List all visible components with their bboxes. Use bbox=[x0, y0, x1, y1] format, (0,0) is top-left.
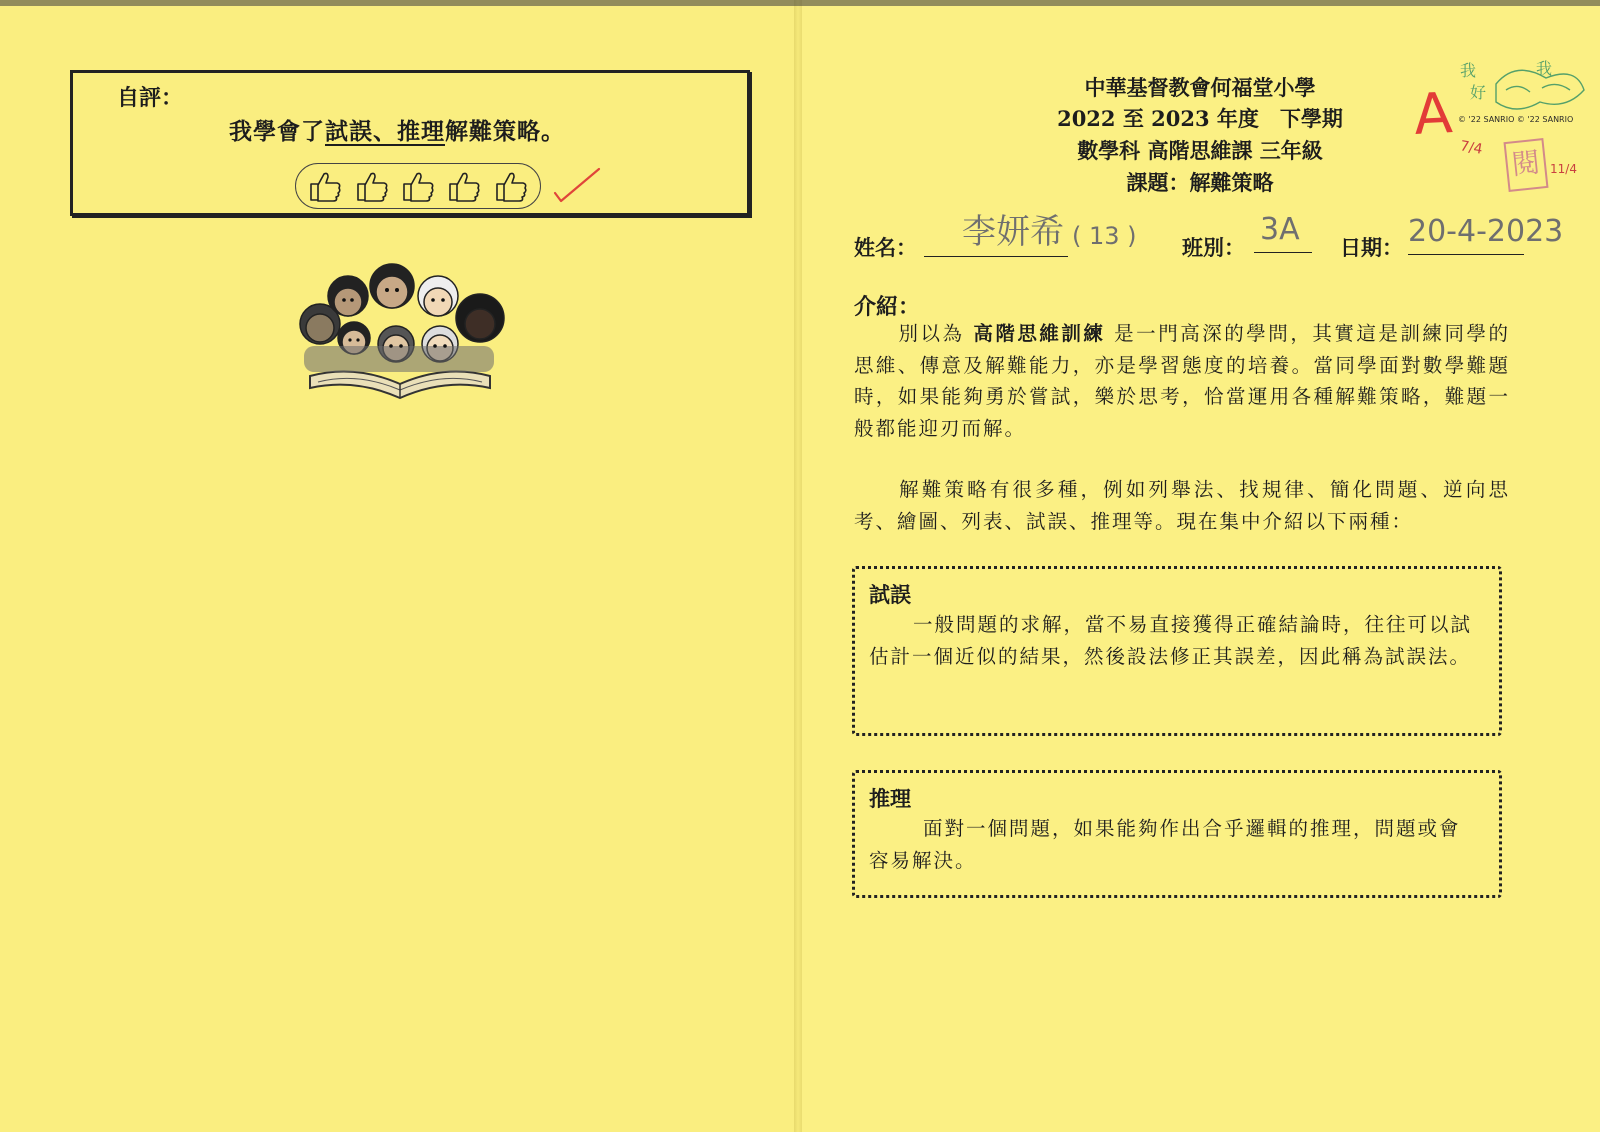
children-reading-book-illustration bbox=[280, 256, 520, 406]
intro-p2-text: 解難策略有很多種，例如列舉法、找規律、簡化問題、逆向思考、繪圖、列表、試誤、推理等。現在集中介紹以下兩種： bbox=[854, 478, 1510, 533]
thumbs-rating-circled bbox=[295, 163, 541, 209]
intro-p1-bold: 高階思維訓練 bbox=[973, 322, 1106, 345]
student-number: ( 13 ) bbox=[1072, 222, 1137, 250]
name-value: 李妍希 bbox=[962, 212, 1064, 252]
self-evaluation-box bbox=[70, 70, 750, 216]
thumbs-up-icon bbox=[493, 168, 529, 204]
intro-paragraph-1 bbox=[854, 318, 1510, 444]
thumbs-up-icon bbox=[354, 168, 390, 204]
stamp-date: 7/4 bbox=[1458, 138, 1484, 158]
thumbs-up-icon bbox=[307, 168, 343, 204]
grade-stamp: A bbox=[1412, 81, 1454, 148]
statement-pre: 我學會了 bbox=[229, 118, 325, 145]
box1-text: 一般問題的求解，當不易直接獲得正確結論時，往往可以試估計一個近似的結果，然後設法修正其誤差，因此稱為試誤法。 bbox=[869, 613, 1473, 668]
trial-and-error-box bbox=[852, 566, 1502, 736]
class-label: 班別： bbox=[1182, 235, 1245, 260]
read-stamp-note: 11/4 bbox=[1550, 162, 1577, 176]
date-value: 20-4-2023 bbox=[1408, 214, 1564, 249]
sanrio-sticker bbox=[1456, 54, 1592, 126]
name-label: 姓名： bbox=[854, 235, 917, 260]
date-line bbox=[1408, 254, 1524, 255]
reasoning-box bbox=[852, 770, 1502, 898]
intro-title: 介紹： bbox=[854, 294, 921, 320]
check-mark-icon bbox=[551, 163, 603, 207]
statement-post: 解難策略。 bbox=[445, 118, 565, 145]
class-value: 3A bbox=[1260, 212, 1300, 247]
trial-and-error-text bbox=[869, 609, 1481, 672]
self-eval-statement bbox=[229, 113, 565, 146]
school-name: 中華基督教會何福堂小學 bbox=[1084, 75, 1316, 100]
date-label: 日期： bbox=[1340, 235, 1403, 260]
self-eval-label: 自評： bbox=[117, 85, 184, 111]
thumbs-up-icon bbox=[400, 168, 436, 204]
svg-text:© '22 SANRIO © '22 SANRIO: © '22 SANRIO © '22 SANRIO bbox=[1458, 115, 1574, 124]
svg-text:好: 好 bbox=[1470, 83, 1487, 102]
trial-and-error-title: 試誤 bbox=[869, 582, 911, 607]
intro-p1-rest: 是一門高深的學問，其實這是訓練同學的思維、傳意及解難能力，亦是學習態度的培養。當同學面對數學難題時，如果能夠勇於嘗試，樂於思考，恰當運用各種解難策略，難題一般都能迎刃而解。 bbox=[854, 322, 1510, 440]
thumbs-up-icon bbox=[446, 168, 482, 204]
intro-paragraph-2 bbox=[854, 474, 1510, 537]
scan-top-edge bbox=[0, 0, 1600, 6]
box2-text: 面對一個問題，如果能夠作出合乎邏輯的推理，問題或會容易解決。 bbox=[869, 817, 1461, 872]
svg-text:我: 我 bbox=[1460, 61, 1477, 80]
reasoning-text bbox=[869, 813, 1481, 876]
school-year: 2022 至 2023 年度 下學期 bbox=[1057, 106, 1343, 131]
intro-p1-start: 別以為 bbox=[898, 322, 974, 345]
class-line bbox=[1254, 252, 1312, 253]
reasoning-title: 推理 bbox=[869, 786, 911, 811]
svg-text:我: 我 bbox=[1536, 59, 1553, 78]
topic-line: 課題：解難策略 bbox=[1126, 170, 1274, 195]
read-stamp: 閱 bbox=[1503, 138, 1548, 192]
statement-strategies: 試誤、推理 bbox=[325, 118, 445, 145]
subject-line: 數學科 高階思維課 三年級 bbox=[1077, 138, 1323, 163]
name-line bbox=[924, 256, 1068, 257]
